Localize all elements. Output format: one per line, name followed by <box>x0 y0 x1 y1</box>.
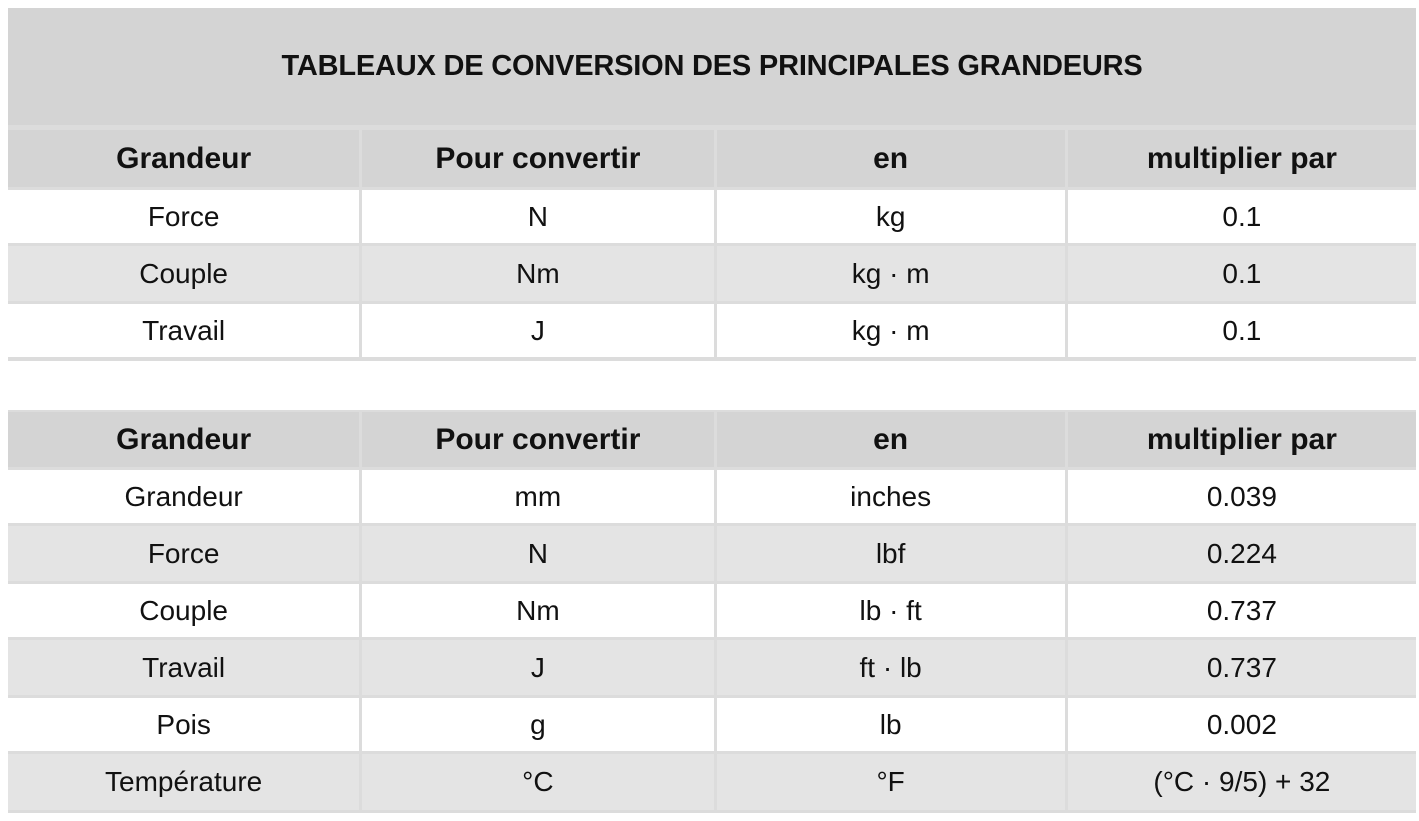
cell-from-unit: J <box>362 640 713 695</box>
cell-grandeur: Travail <box>8 304 359 357</box>
table-row <box>8 640 1416 695</box>
cell-grandeur: Force <box>8 526 359 581</box>
cell-factor: 0.224 <box>1068 526 1416 581</box>
table-row <box>8 246 1416 301</box>
cell-grandeur: Travail <box>8 640 359 695</box>
cell-to-unit: °F <box>717 754 1065 810</box>
table-row <box>8 526 1416 581</box>
cell-factor: 0.002 <box>1068 698 1416 751</box>
cell-to-unit: kg · m <box>717 246 1065 301</box>
cell-grandeur: Couple <box>8 584 359 637</box>
table2-header-row <box>8 412 1416 467</box>
table1-header-row <box>8 130 1416 187</box>
cell-grandeur: Température <box>8 754 359 810</box>
cell-grandeur: Grandeur <box>8 470 359 523</box>
conversion-tables <box>8 8 1416 813</box>
cell-from-unit: Nm <box>362 246 713 301</box>
cell-from-unit: Nm <box>362 584 713 637</box>
table-row <box>8 470 1416 523</box>
cell-from-unit: N <box>362 526 713 581</box>
header-pour-convertir: Pour convertir <box>362 412 713 467</box>
cell-factor: 0.737 <box>1068 584 1416 637</box>
table-row <box>8 304 1416 357</box>
table-row <box>8 584 1416 637</box>
table-row <box>8 190 1416 243</box>
table-row <box>8 754 1416 810</box>
cell-grandeur: Force <box>8 190 359 243</box>
cell-grandeur: Pois <box>8 698 359 751</box>
table-row <box>8 698 1416 751</box>
cell-factor: 0.1 <box>1068 246 1416 301</box>
page-title: TABLEAUX DE CONVERSION DES PRINCIPALES GRANDEURS <box>8 8 1416 125</box>
cell-factor: 0.1 <box>1068 304 1416 357</box>
cell-to-unit: lb <box>717 698 1065 751</box>
cell-to-unit: kg <box>717 190 1065 243</box>
header-en: en <box>717 412 1065 467</box>
cell-to-unit: lb · ft <box>717 584 1065 637</box>
header-grandeur: Grandeur <box>8 412 359 467</box>
cell-to-unit: lbf <box>717 526 1065 581</box>
header-multiplier-par: multiplier par <box>1068 130 1416 187</box>
cell-factor: 0.737 <box>1068 640 1416 695</box>
header-multiplier-par: multiplier par <box>1068 412 1416 467</box>
cell-to-unit: kg · m <box>717 304 1065 357</box>
header-en: en <box>717 130 1065 187</box>
cell-from-unit: mm <box>362 470 713 523</box>
cell-from-unit: J <box>362 304 713 357</box>
cell-factor: (°C · 9/5) + 32 <box>1068 754 1416 810</box>
cell-to-unit: inches <box>717 470 1065 523</box>
cell-from-unit: °C <box>362 754 713 810</box>
cell-grandeur: Couple <box>8 246 359 301</box>
header-grandeur: Grandeur <box>8 130 359 187</box>
cell-factor: 0.039 <box>1068 470 1416 523</box>
cell-from-unit: N <box>362 190 713 243</box>
table-spacer <box>8 361 1416 410</box>
cell-factor: 0.1 <box>1068 190 1416 243</box>
cell-from-unit: g <box>362 698 713 751</box>
cell-to-unit: ft · lb <box>717 640 1065 695</box>
header-pour-convertir: Pour convertir <box>362 130 713 187</box>
